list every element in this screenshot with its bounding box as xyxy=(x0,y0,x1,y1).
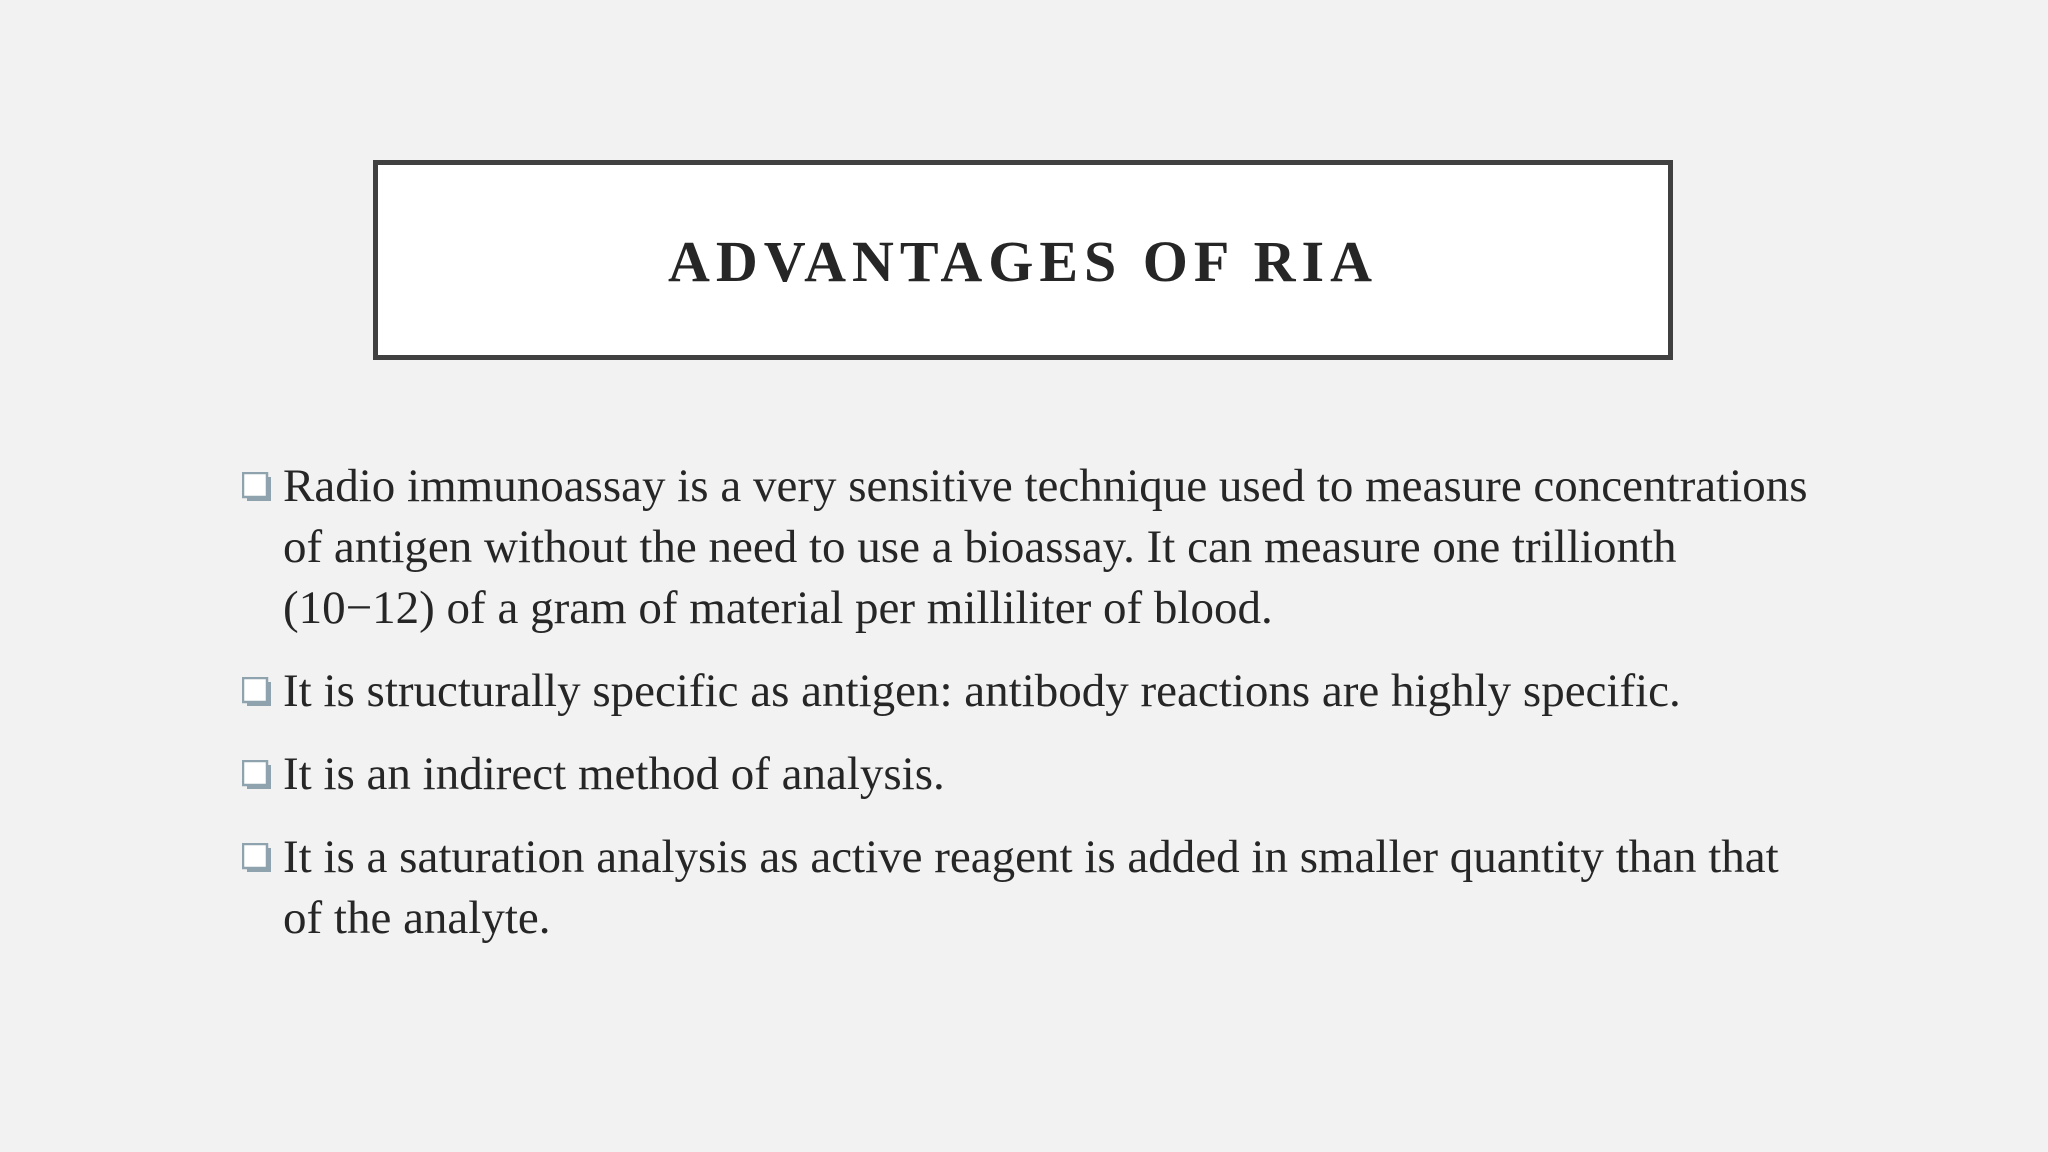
bullet-text: It is an indirect method of analysis. xyxy=(283,748,945,800)
title-box xyxy=(373,160,1673,360)
bullet-text: It is structurally specific as antigen: antibody reactions are highly specific. xyxy=(283,665,1681,717)
bullet-text: It is a saturation analysis as active reagent is added in smaller quantity than that of the analyte. xyxy=(283,831,1779,944)
hollow-square-bullet-icon xyxy=(242,472,272,502)
bullet-text: Radio immunoassay is a very sensitive technique used to measure concentrations of antigen without the need to use a bioassay. It can measure one trillionth (10−12) of a gram of material per milliliter of blood. xyxy=(283,460,1808,634)
hollow-square-bullet-icon xyxy=(242,843,272,873)
bullet-item-1 xyxy=(238,456,1818,639)
bullet-item-4 xyxy=(238,827,1818,949)
bullet-item-2 xyxy=(238,661,1818,722)
slide-title: ADVANTAGES OF RIA xyxy=(667,228,1378,294)
hollow-square-bullet-icon xyxy=(242,760,272,790)
hollow-square-bullet-icon xyxy=(242,677,272,707)
bullet-item-3 xyxy=(238,744,1818,805)
bullet-list xyxy=(238,456,1818,971)
